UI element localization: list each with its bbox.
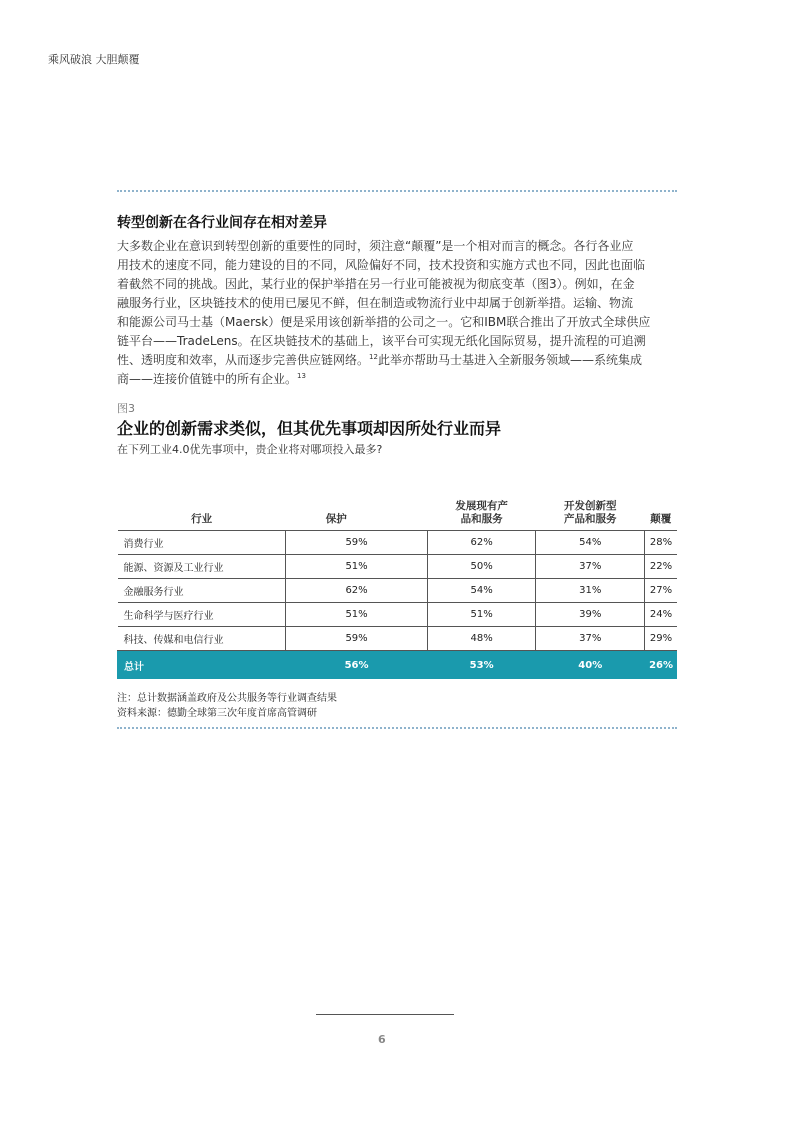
body-line: 和能源公司马士基（Maersk）便是采用该创新举措的公司之一。它和IBM联合推出了开放式全球供应	[117, 315, 651, 329]
header-industry	[118, 496, 286, 531]
header-text: 颠覆	[650, 513, 672, 525]
cell-develop-new: 31%	[536, 579, 645, 603]
figure-source: 资料来源：德勤全球第三次年度首席高管调研	[117, 708, 317, 719]
body-line-text: 商——连接价值链中的所有企业。	[117, 372, 298, 386]
body-line: 融服务行业，区块链技术的使用已屡见不鲜，但在制造或物流行业中却属于创新举措。运输、物流	[117, 296, 634, 310]
header-text: 开发创新型	[564, 500, 617, 512]
bottom-dotted-divider	[117, 727, 677, 729]
table-total-row	[118, 651, 678, 680]
cell-develop-existing: 48%	[427, 627, 536, 651]
table-row	[118, 627, 678, 651]
total-disrupt: 26%	[645, 651, 677, 680]
table-header-row	[118, 496, 678, 531]
header-disrupt	[645, 496, 677, 531]
header-develop-new	[536, 496, 645, 531]
cell-develop-new: 37%	[536, 555, 645, 579]
header-develop-existing	[427, 496, 536, 531]
header-protect	[286, 496, 428, 531]
cell-protect: 59%	[286, 627, 428, 651]
priorities-table	[117, 496, 677, 679]
footnote-ref: 12	[369, 353, 378, 361]
table-row	[118, 555, 678, 579]
cell-protect: 59%	[286, 531, 428, 555]
footnote-ref: 13	[297, 372, 306, 380]
cell-disrupt: 22%	[645, 555, 677, 579]
cell-develop-new: 37%	[536, 627, 645, 651]
body-line-text: 此举亦帮助马士基进入全新服务领域——系统集成	[377, 353, 642, 367]
cell-develop-new: 39%	[536, 603, 645, 627]
total-develop-existing: 53%	[427, 651, 536, 680]
cell-disrupt: 29%	[645, 627, 677, 651]
cell-protect: 51%	[286, 603, 428, 627]
table-row	[118, 603, 678, 627]
cell-develop-existing: 50%	[427, 555, 536, 579]
cell-disrupt: 27%	[645, 579, 677, 603]
page-number: 6	[378, 1033, 386, 1046]
table-row	[118, 531, 678, 555]
row-industry: 科技、传媒和电信行业	[118, 627, 286, 651]
total-label: 总计	[118, 651, 286, 680]
body-line: 链平台——TradeLens。在区块链技术的基础上，该平台可实现无纸化国际贸易，提升流程的可追溯	[117, 334, 646, 348]
header-text: 行业	[191, 513, 213, 525]
row-industry: 能源、资源及工业行业	[118, 555, 286, 579]
running-header: 乘风破浪 大胆颠覆	[48, 53, 140, 66]
body-line-text: 性、透明度和效率，从而逐步完善供应链网络。	[117, 353, 370, 367]
section-title: 转型创新在各行业间存在相对差异	[117, 215, 327, 231]
total-develop-new: 40%	[536, 651, 645, 680]
cell-disrupt: 24%	[645, 603, 677, 627]
body-line: 大多数企业在意识到转型创新的重要性的同时，须注意“颠覆”是一个相对而言的概念。各行各业应	[117, 239, 634, 253]
row-industry: 生命科学与医疗行业	[118, 603, 286, 627]
row-industry: 金融服务行业	[118, 579, 286, 603]
header-text: 产品和服务	[564, 513, 617, 525]
body-line: 用技术的速度不同，能力建设的目的不同，风险偏好不同，技术投资和实施方式也不同，因此也面临	[117, 258, 646, 272]
header-text: 发展现有产	[455, 500, 508, 512]
body-line	[117, 370, 677, 389]
total-protect: 56%	[286, 651, 428, 680]
body-line	[117, 351, 677, 370]
footer-rule	[316, 1014, 454, 1015]
figure-title: 企业的创新需求类似，但其优先事项却因所处行业而异	[117, 419, 502, 438]
figure-subtitle: 在下列工业4.0优先事项中，贵企业将对哪项投入最多?	[117, 443, 383, 456]
header-text: 保护	[325, 513, 347, 525]
body-paragraph	[117, 237, 677, 389]
cell-develop-existing: 51%	[427, 603, 536, 627]
header-text: 品和服务	[460, 513, 503, 525]
row-industry: 消费行业	[118, 531, 286, 555]
top-dotted-divider	[117, 190, 677, 192]
cell-disrupt: 28%	[645, 531, 677, 555]
cell-protect: 51%	[286, 555, 428, 579]
cell-protect: 62%	[286, 579, 428, 603]
figure-note: 注：总计数据涵盖政府及公共服务等行业调查结果	[117, 693, 337, 704]
table-row	[118, 579, 678, 603]
cell-develop-existing: 54%	[427, 579, 536, 603]
cell-develop-new: 54%	[536, 531, 645, 555]
body-line: 着截然不同的挑战。因此，某行业的保护举措在另一行业可能被视为彻底变革（图3）。例如，在金	[117, 277, 635, 291]
figure-notes	[117, 691, 337, 721]
cell-develop-existing: 62%	[427, 531, 536, 555]
figure-label: 图3	[117, 402, 135, 415]
